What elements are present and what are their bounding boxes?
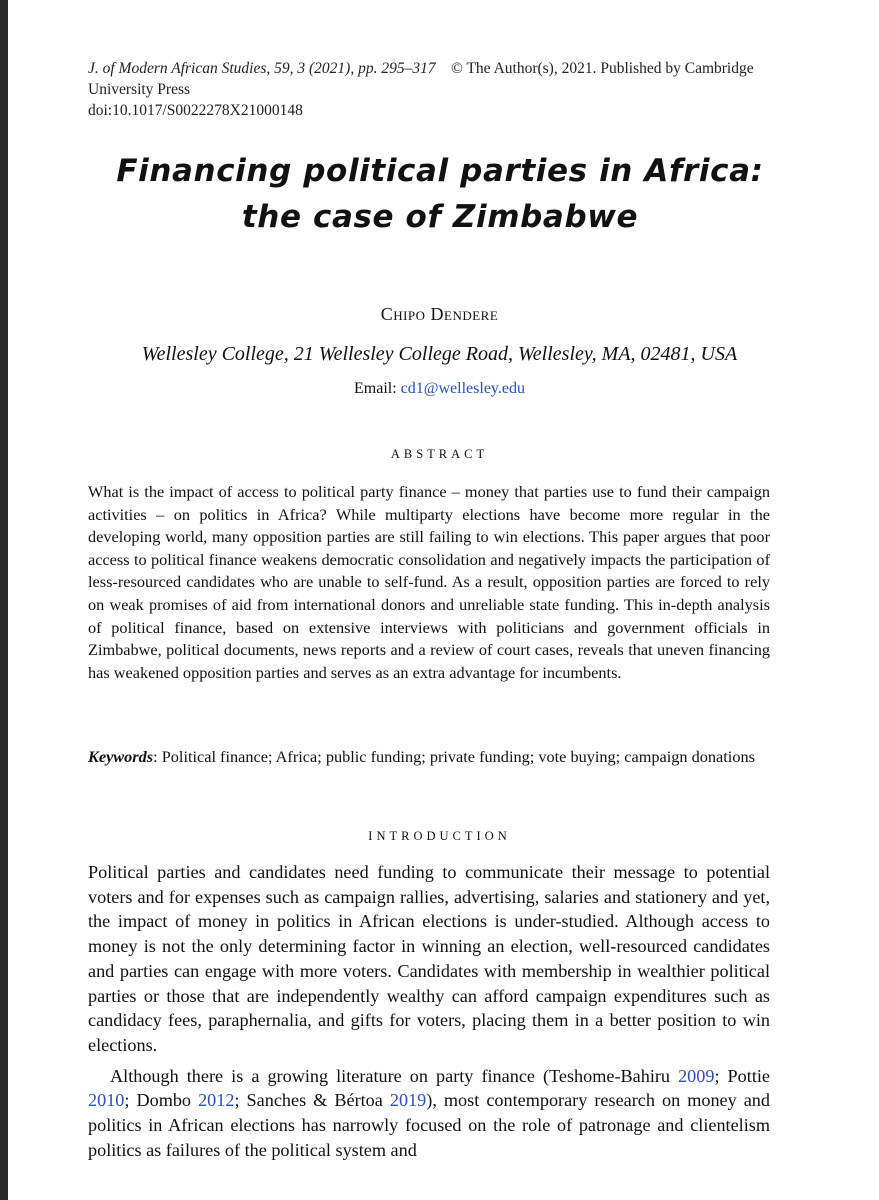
doi[interactable]: doi:10.1017/S0022278X21000148 [88, 102, 303, 119]
text-run: Although there is a growing literature on party finance (Teshome-Bahiru [110, 1065, 679, 1086]
page-edge-shadow [0, 0, 8, 1200]
citation-header [88, 58, 788, 121]
introduction-body [88, 860, 770, 1162]
citation-link[interactable]: 2009 [678, 1065, 715, 1086]
email-link[interactable]: cd1@wellesley.edu [400, 380, 525, 397]
keywords-list: : Political finance; Africa; public funding; private funding; vote buying; campaign donations [153, 747, 755, 766]
citation-link[interactable]: 2012 [198, 1090, 235, 1111]
paper-title [60, 148, 820, 240]
text-run: ; Sanches & Bértoa [234, 1090, 390, 1111]
text-run: ; Pottie [714, 1065, 770, 1086]
journal-citation: J. of Modern African Studies, 59, 3 (2021), pp. 295–317 [88, 60, 436, 77]
title-line-1: Financing political parties in Africa: [116, 153, 764, 189]
intro-paragraph-2 [88, 1064, 770, 1163]
author-email [0, 380, 879, 398]
citation-link[interactable]: 2019 [389, 1090, 427, 1111]
author-name: Chipo Dendere [380, 304, 499, 324]
keywords-label: Keywords [88, 747, 154, 766]
introduction-heading: INTRODUCTION [368, 829, 511, 843]
author-affiliation: Wellesley College, 21 Wellesley College Road, Wellesley, MA, 02481, USA [141, 343, 738, 365]
text-run: ), most contemporary research on money and politics in African elections has narrowly focused on the role of patronage and clientelism politics as failures of the political system and [88, 1090, 770, 1160]
intro-paragraph-1: Political parties and candidates need funding to communicate their message to potential voters and for expenses such as campaign rallies, advertising, salaries and stationery and yet, the impact of money in politics in African elections is under-studied. Although access to money is not the only determining factor in winning an election, well-resourced candidates and parties can engage with more voters. Candidates with membership in wealthier political parties or those that are independently wealthy can afford campaign expenditures such as candidacy fees, paraphernalia, and gifts for voters, placing them in a better position to win elections. [88, 862, 770, 1055]
email-label: Email: [354, 380, 397, 397]
abstract-text: What is the impact of access to political party finance – money that parties use to fund their campaign activities – on politics in Africa? While multiparty elections have become more regular in the developing world, many opposition parties are still failing to win elections. This paper argues that poor access to political finance weakens democratic consolidation and negatively impacts the participation of less-resourced candidates who are unable to self-fund. As a result, opposition parties are forced to rely on weak promises of aid from international donors and unreliable state funding. This in-depth analysis of political finance, based on extensive interviews with politicians and government officials in Zimbabwe, political documents, news reports and a review of court cases, reveals that uneven financing has weakened opposition parties and serves as an extra advantage for incumbents. [88, 482, 770, 682]
keywords [88, 746, 770, 769]
text-run: ; Dombo [124, 1090, 199, 1111]
abstract-heading: ABSTRACT [390, 447, 489, 461]
copyright-notice: © The Author(s), 2021. Published by Cambridge University Press [88, 60, 754, 98]
title-line-2: the case of Zimbabwe [241, 199, 639, 235]
citation-link[interactable]: 2010 [88, 1090, 125, 1111]
